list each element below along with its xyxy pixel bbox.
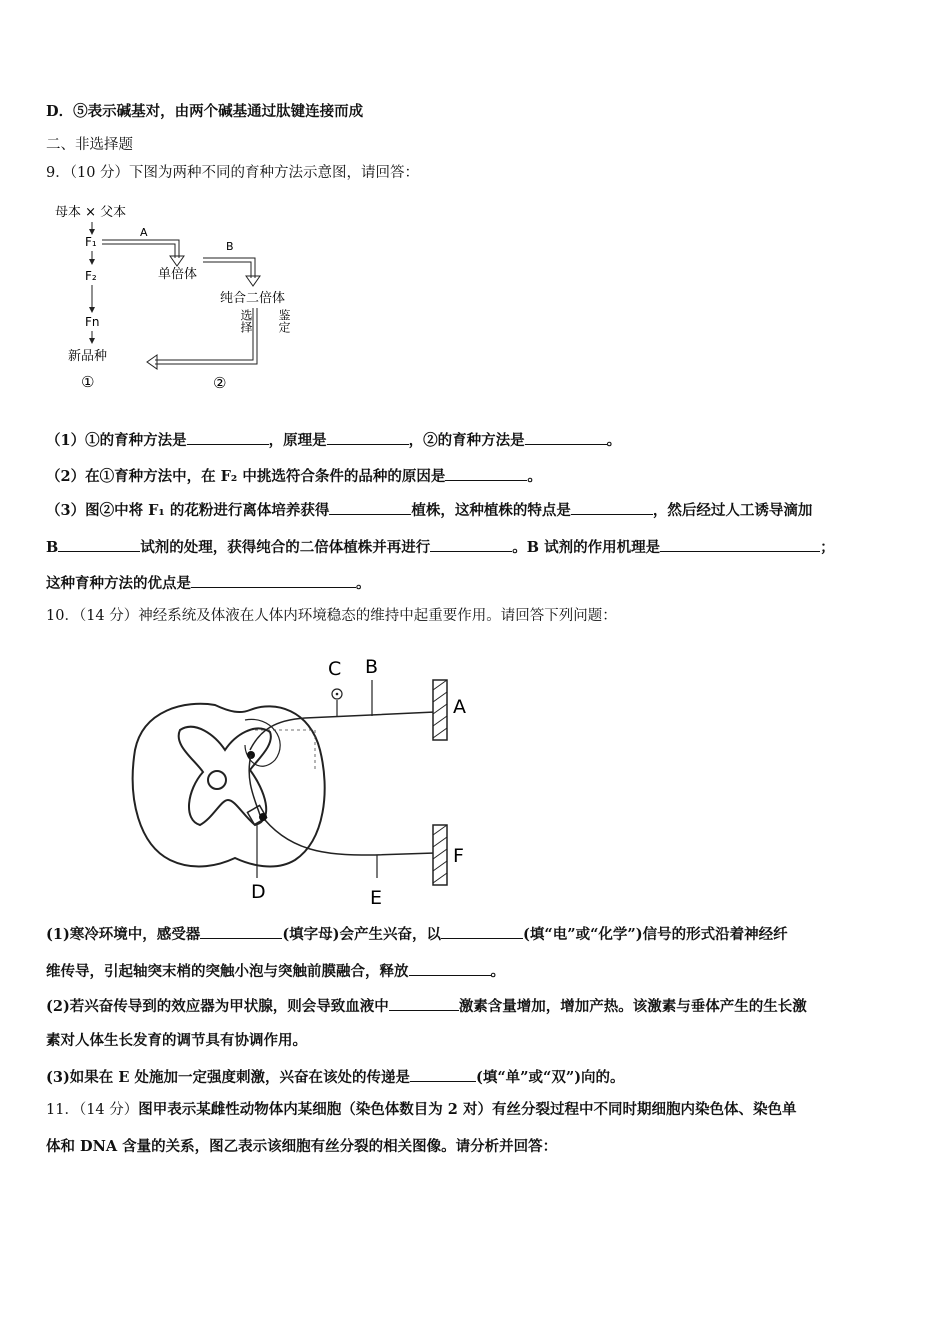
q9-stem-text: 下图为两种不同的育种方法示意图，请回答： [129,165,420,181]
q9-sub3-line1 [46,500,812,520]
q9-identify-label [267,308,291,334]
q9-new-variety-label: 新品种 [68,349,108,364]
answer-blank[interactable] [187,430,269,445]
q10-reflex-arc-diagram [125,650,485,910]
q10-sub1-l2-a: 维传导，引起轴突末梢的突触小泡与突触前膜融合，释放 [46,963,409,980]
q10-stem-text: 神经系统及体液在人体内环境稳态的维持中起重要作用。请回答下列问题： [138,608,617,624]
organ-f-hatched [433,825,447,885]
q9-sub1-d: 。 [606,432,622,449]
answer-blank[interactable] [430,537,512,552]
answer-blank[interactable] [327,430,409,445]
q9-sub3-l1-b: 植株，这种植株的特点是 [411,502,571,519]
q9-sub3-l2-d: ； [820,539,835,556]
answer-blank[interactable] [191,573,356,588]
q11-stem-text-1: 图甲表示某雌性动物体内某细胞（染色体数目为 2 对）有丝分裂过程中不同时期细胞内染色体、染色单 [138,1101,797,1118]
afferent-nerve [250,712,435,750]
q10-sub1-line1 [46,924,788,944]
q9-sub2-a: （2）在①育种方法中，在 F₂ 中挑选符合条件的品种的原因是 [46,468,446,485]
q10-sub2-line1 [46,996,807,1016]
q10-sub2-l1-b: 激素含量增加，增加产热。该激素与垂体产生的生长激 [458,998,807,1015]
q10-score: （14 分） [78,608,139,624]
answer-blank[interactable] [525,430,607,445]
q11-score: （14 分） [78,1102,139,1118]
efferent-nerve [265,820,435,855]
answer-blank[interactable] [58,537,140,552]
q9-f2-label: F₂ [85,269,97,283]
answer-blank[interactable] [660,537,820,552]
q9-f1-label: F₁ [85,235,97,249]
answer-blank[interactable] [410,1067,476,1082]
q11-stem-line2: 体和 DNA 含量的关系，图乙表示该细胞有丝分裂的相关图像。请分析并回答： [46,1138,558,1155]
q8-option-d: D．⑤表示碱基对，由两个碱基通过肽键连接而成 [46,103,364,120]
q10-sub1-line2 [46,961,505,981]
q10-sub2-line2: 素对人体生长发育的调节具有协调作用。 [46,1032,307,1049]
q9-sub1-a: （1）①的育种方法是 [46,432,187,449]
q10-sub2-l1-a: (2)若兴奋传导到的效应器为甲状腺，则会导致血液中 [46,998,389,1015]
q9-sub1-b: ，原理是 [268,432,327,449]
q10-label-a: A [453,696,466,718]
q9-sub1 [46,430,621,450]
q9-score: （10 分） [69,165,130,181]
q10-label-e: E [370,887,383,909]
q9-label-b: B [226,240,234,253]
q10-number: 10． [46,608,79,624]
q11-number: 11． [46,1102,79,1118]
q9-fn-label: Fn [85,315,100,329]
q9-diagram-svg [55,198,305,398]
q9-number: 9． [46,165,70,181]
q9-haploid-label: 单倍体 [158,267,198,282]
q9-label-a: A [140,226,148,239]
q9-identify-text: 鉴定 [267,309,291,323]
answer-blank[interactable] [389,996,459,1011]
q10-sub1-l1-c: (填“电”或“化学”)信号的形式沿着神经纤 [523,926,788,943]
q9-circle2-label: ② [213,374,227,392]
q10-stem [46,607,617,625]
q10-sub3-a: (3)如果在 E 处施加一定强度刺激，兴奋在该处的传递是 [46,1069,410,1086]
answer-blank[interactable] [329,500,411,515]
answer-blank[interactable] [200,924,282,939]
q9-pure-diploid-label: 纯合二倍体 [220,291,286,306]
q9-parents-label: 母本 × 父本 [55,205,127,220]
q9-sub3-l1-c: ，然后经过人工诱导滴加 [652,502,813,519]
q9-sub2-b: 。 [527,468,542,485]
q9-sub3-l2-b: 试剂的处理，获得纯合的二倍体植株并再进行 [140,539,431,556]
q9-select-label [229,308,253,333]
q9-sub2 [46,466,542,486]
q9-sub3-l2-a: B [46,539,59,556]
q9-sub3-l3-a: 这种育种方法的优点是 [46,575,191,592]
q9-sub3-l2-c: 。B 试剂的作用机理是 [512,539,661,556]
q9-sub3-l3-b: 。 [356,575,371,592]
central-canal [208,771,226,789]
q9-stem [46,164,419,182]
q9-sub1-c: ，②的育种方法是 [408,432,525,449]
q9-circle1-label: ① [81,373,95,391]
q11-stem-line1 [46,1101,796,1119]
q10-label-b: B [365,656,379,678]
q10-label-d: D [251,881,266,903]
q10-sub3-b: (填“单”或“双”)向的。 [475,1069,625,1086]
q10-label-c: C [328,658,342,680]
q9-select-text: 选择 [229,309,253,323]
q10-sub3 [46,1067,625,1087]
q10-diagram-svg [125,650,485,910]
answer-blank[interactable] [445,466,527,481]
q10-sub1-l2-b: 。 [490,963,505,980]
spinal-cord-outline [133,704,325,867]
q9-sub3-line3 [46,573,371,593]
q9-sub3-line2 [46,537,835,557]
q10-sub1-l1-b: (填字母)会产生兴奋，以 [282,926,442,943]
answer-blank[interactable] [409,961,491,976]
q10-sub1-l1-a: (1)寒冷环境中，感受器 [46,926,201,943]
q9-breeding-diagram [55,198,305,398]
q9-sub3-l1-a: （3）图②中将 F₁ 的花粉进行离体培养获得 [46,502,330,519]
answer-blank[interactable] [441,924,523,939]
section-title: 二、非选择题 [46,137,133,153]
q10-label-f: F [453,845,464,867]
organ-a-hatched [433,680,447,740]
answer-blank[interactable] [571,500,653,515]
